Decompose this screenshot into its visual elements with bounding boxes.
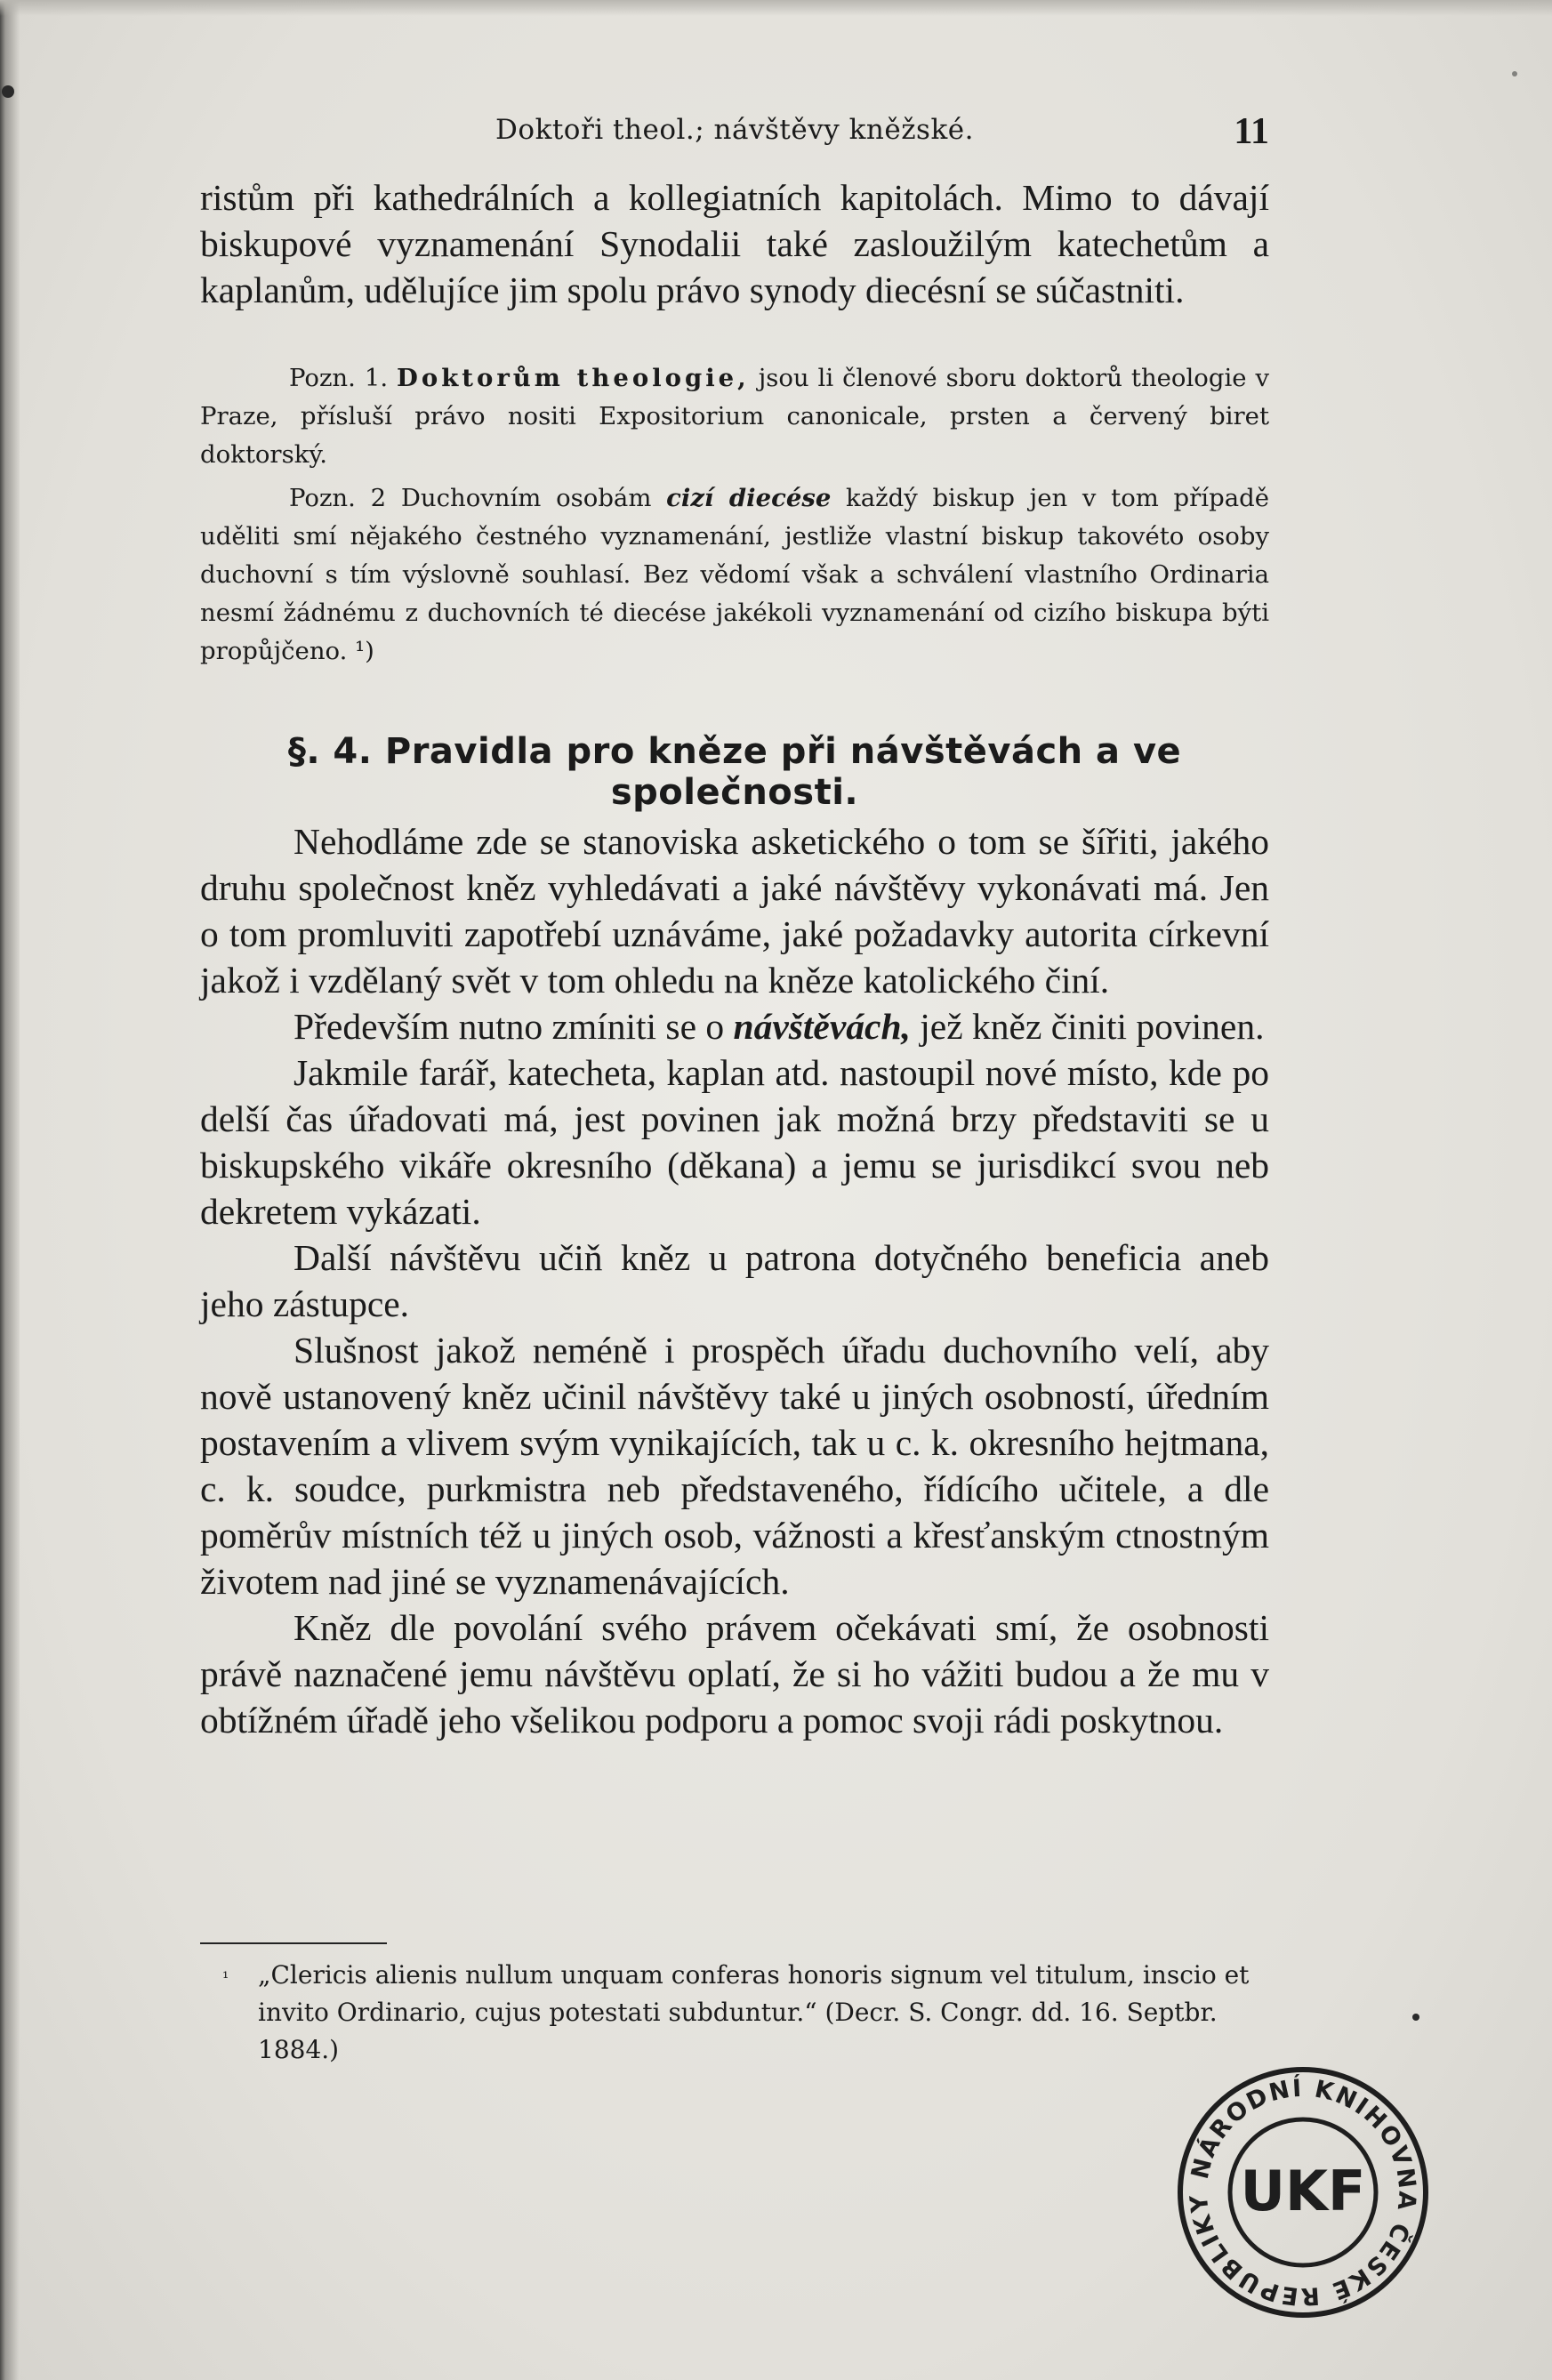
page-number: 11 <box>1234 111 1269 152</box>
paragraph-2-before: Především nutno zmíniti se o <box>294 1006 725 1047</box>
note-2-italic: cizí diecése <box>666 484 832 512</box>
stamp-graphic <box>1174 2063 1432 2321</box>
punch-mark <box>2 85 14 98</box>
intro-paragraph: ristům při kathedrálních a kollegiatních kapitolách. Mimo to dávají biskupové vyznamenání Synodalii také zasloužilým katechetům a kaplanům, udělujíce jim spolu právo synody diecésní se súčastniti. <box>200 177 1269 310</box>
paragraph-1: Nehodláme zde se stanoviska asketického o tom se šířiti, jakého druhu společnost kněz vyhledávati a jaké návštěvy vykonávati má. Jen o tom promluviti zapotřebí uznáváme, jaké požadavky autorita církevní jakož i vzdělaný svět v tom ohledu na kněze katolického činí. <box>200 821 1269 1001</box>
note-1-text: jsou li členové sboru doktorů theologie v Praze, přísluší právo nositi Expositorium canonicale, prsten a červený biret doktorský. <box>200 364 1269 469</box>
note-1-spaced-term: Doktorům theologie, <box>397 364 750 392</box>
note-2-text: každý biskup jen v tom případě uděliti smí nějakého čestného vyznamenání, jestliže vlastní biskup takovéto osoby duchovní s tím výslovně souhlasí. Bez vědomí však a schválení vlastního Ordinaria nesmí žádnému z duchovních té diecése jakékoli vyznamenání od cizího biskupa býti propůjčeno. <box>200 484 1269 665</box>
paragraph-2-after: jež kněz činiti povinen. <box>920 1006 1265 1047</box>
paragraph-6: Kněz dle povolání svého právem očekávati smí, že osobnosti právě naznačené jemu návštěvu oplatí, že si ho vážiti budou a že mu v obtížném úřadě jeho všelikou podporu a pomoc svoji rádi poskytnou. <box>200 1607 1269 1741</box>
note-2-before: Duchovním osobám <box>400 484 652 512</box>
speck <box>1412 2014 1419 2021</box>
library-stamp <box>1174 2063 1432 2321</box>
intro-block <box>200 174 1269 313</box>
section-heading: §. 4. Pravidla pro kněze při návštěvách a ve společnosti. <box>287 731 1182 813</box>
footnote-mark: ¹ <box>222 1969 229 1988</box>
paragraph-2 <box>200 1003 1269 1049</box>
footnote <box>222 1957 1269 2069</box>
note-1-label: Pozn. 1. <box>289 364 389 392</box>
page-binding-edge <box>0 0 20 2380</box>
note-2-footnote-mark: ¹) <box>355 637 374 665</box>
running-title: Doktoři theol.; návštěvy kněžské. <box>495 114 974 146</box>
footnote-rule <box>200 1942 387 1944</box>
stamp-ring-text: NÁRODNÍ KNIHOVNA ČESKÉ REPUBLIKY <box>1185 2074 1421 2311</box>
paragraph-4: Další návštěvu učiň kněz u patrona dotyčného beneficia aneb jeho zástupce. <box>200 1237 1269 1324</box>
notes-block <box>200 359 1269 671</box>
page-top-shadow <box>0 0 1552 16</box>
footnote-text: „Clericis alienis nullum unquam conferas honoris signum vel titulum, inscio et invito Ordinario, cujus potestati subduntur.“ (Decr. S. Congr. dd. 16. Septbr. 1884.) <box>258 1960 1250 2064</box>
paragraph-5: Slušnost jakož neméně i prospěch úřadu duchovního velí, aby nově ustanovený kněz učinil návštěvy také u jiných osobností, úředním postavením a vlivem svým vynikajících, tak u c. k. okresního hejtmana, c. k. soudce, purkmistra neb představeného, řídícího učitele, a dle poměrův místních též u jiných osob, vážnosti a křesťanským ctnostným životem nad jiné se vyznamenávajících. <box>200 1330 1269 1602</box>
stamp-center-text: UKF <box>1240 2159 1366 2223</box>
speck <box>1512 71 1517 76</box>
note-1 <box>200 359 1269 474</box>
note-2-label: Pozn. 2 <box>289 484 387 512</box>
paragraph-2-italic: návštěvách, <box>733 1006 911 1047</box>
running-head <box>200 111 1269 167</box>
paragraph-3: Jakmile farář, katecheta, kaplan atd. nastoupil nové místo, kde po delší čas úřadovati má, jest povinen jak možná brzy představiti se u biskupského vikáře okresního (děkana) a jemu se jurisdikcí svou neb dekretem vykázati. <box>200 1052 1269 1232</box>
note-2 <box>200 479 1269 671</box>
main-text <box>200 818 1269 1743</box>
